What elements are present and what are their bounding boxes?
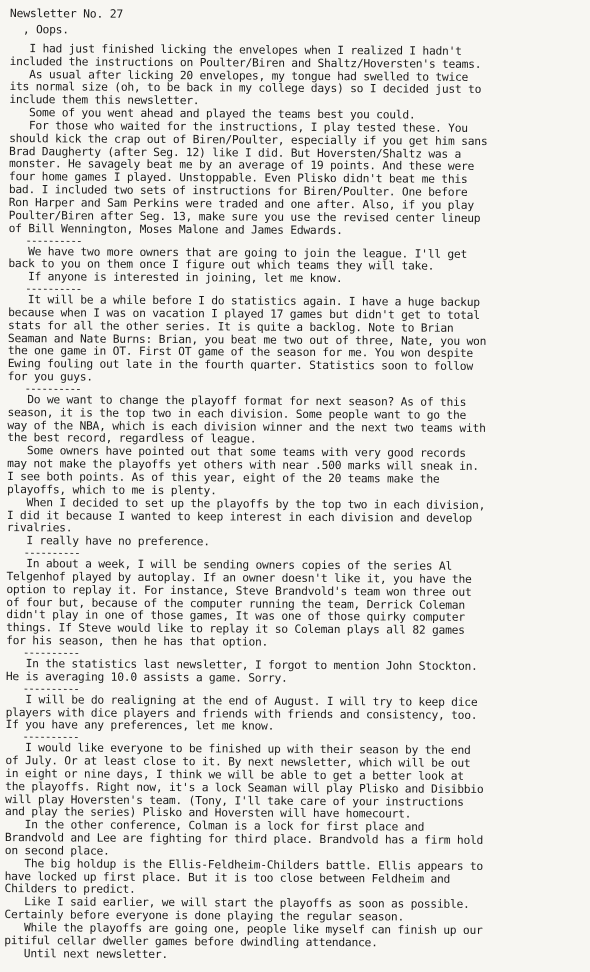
section-divider: ---------- [8,282,82,296]
text-line: monster. He savagely beat me by an average of 19 points. And these were [8,157,475,174]
text-line: for you guys. [7,370,93,384]
text-line: bad. I included two sets of instructions for Biren/Poulter. One before [8,183,468,199]
text-line: Brandvold and Lee are fighting for third place. Brandvold has a firm hold [4,831,484,848]
text-line: and play the series) Plisko and Hoversten will have homecourt. [5,805,412,821]
text-line: Telgenhof played by autoplay. If an owner doesn't like it, you have the [6,569,472,586]
text-line: for his season, then he has that option. [6,634,269,649]
text-line: season, it is the top two in each division. Some people want to go the [7,405,467,422]
text-line: the best record, regardless of league. [7,431,257,447]
text-line: It will be a while before I do statistics again. I have a huge backup [8,293,480,309]
section-divider: ---------- [5,681,79,696]
text-line: In about a week, I will be sending owners copies of the series Al [6,557,453,573]
text-line: Ron Harper and Sam Perkins were traded and one after. Also, if you play [8,196,474,212]
text-line: things. If Steve would like to replay it so Coleman plays all 82 games [6,621,465,638]
text-line: I did it because I wanted to keep interest in each division and develop [6,508,473,525]
text-line: Until next newsletter. [4,946,169,961]
text-line: have locked up first place. But it is too close between Feldheim and [4,869,451,886]
text-line: pitiful cellar dweller games before dwindling attendance. [4,933,378,950]
text-line: Certainly before everyone is done playing the regular season. [4,908,405,924]
section-divider: ---------- [7,381,81,396]
section-divider: ---------- [8,233,82,248]
text-line: While the playoffs are going one, people like myself can finish up our [4,921,483,937]
section-divider: ---------- [5,646,80,660]
text-line: four home games I played. Unstoppable. Even Plisko didn't beat me this [8,170,468,187]
text-line: If you have any preferences, let me know. [5,718,275,734]
text-line: As usual after licking 20 envelopes, my tongue had swelled to twice [9,67,469,84]
text-line: In the statistics last newsletter, I forgot to mention John Stockton. [5,657,478,673]
text-line: will play Hoversten's team. (Tony, I'll take care of your instructions [5,792,464,809]
text-line: playoffs, which to me is plenty. [6,482,217,498]
text-line: option to replay it. For instance, Steve Brandvold's team won three out [6,582,472,599]
text-line: the playoffs. Right now, it's a lock Seaman will play Plisko and Disibbio [5,779,484,796]
text-line: , Oops. [9,23,69,37]
text-line: He is averaging 10.0 assists a game. Sorry. [5,669,288,685]
text-line: of July. Or at least close to it. By next newsletter, which will be out [5,754,471,770]
text-line: Do we want to change the playoff format for next season? As of this [7,392,467,409]
section-divider: ---------- [5,730,79,744]
text-line: players with dice players and friends with friends and consistency, too. [5,705,478,722]
text-line: its normal size (oh, to be back in my college days) so I decided just to [9,80,482,97]
text-line: included the instructions on Poulter/Biren and Shaltz/Hoversten's teams. [9,54,482,71]
text-line: on second place. [4,843,110,858]
newsletter-title: Newsletter No. 27 [9,6,124,21]
text-line: Seaman and Nate Burns: Brian, you beat me two out of three, Nate, you won [7,331,487,348]
text-line: Like I said earlier, we will start the playoffs as soon as possible. [4,895,470,912]
text-line: I really have no preference. [6,534,210,549]
text-line: Some of you went ahead and played the teams best you could. [9,106,416,122]
text-line: We have two more owners that are going to join the league. I'll get [8,244,468,261]
text-line: Brad Daugherty (after Seg. 12) like I did. But Hoversten/Shaltz was a [9,144,462,161]
text-line: Childers to predict. [4,882,136,897]
text-line: For those who waited for the instructions, I play tested these. You [9,118,468,135]
text-line: the one game in OT. First OT game of the season for me. You won despite [7,344,474,361]
text-line: stats for all the other series. It is quite a backlog. Note to Brian [7,318,454,335]
text-line: rivalries. [6,521,73,535]
text-line: In the other conference, Colman is a lock for first place and [4,818,425,834]
text-line: should kick the crap out of Biren/Poulter, especially if you get him sans [9,131,488,148]
text-line: way of the NBA, which is each division winner and the next two teams with [7,418,486,435]
text-line: may not make the playoffs yet others with near .500 marks will sneak in. [7,457,479,474]
text-line: Some owners have pointed out that some teams with very good records [7,444,466,461]
text-line: of four but, because of the computer running the team, Derrick Coleman [6,595,465,612]
text-line: When I decided to set up the playoffs by the top two in each division, [6,495,486,512]
text-line: I see both points. As of this year, eight of the 20 teams make the [7,470,440,486]
text-line: because when I was on vacation I played 17 games but didn't get to total [8,305,480,322]
text-line: include them this newsletter. [9,93,200,108]
text-line: I will be do realigning at the end of August. I will try to keep dice [5,692,478,709]
newsletter-body [4,24,582,964]
text-line: back to you on them once I figure out which teams they will take. [8,257,435,274]
text-line: Ewing fouling out late in the fourth quarter. Statistics soon to follow [7,357,473,374]
text-line: I would like everyone to be finished up with their season by the end [5,741,471,758]
text-line: in eight or nine days, I think we will be able to get a better look at [5,766,464,783]
text-line: didn't play in one of those games, It was one of those quirky computer [6,608,465,625]
text-line: Poulter/Biren after Seg. 13, make sure you use the revised center lineup [8,208,481,225]
text-line: The big holdup is the Ellis-Feldheim-Childers battle. Ellis appears to [4,856,484,873]
section-divider: ---------- [6,546,80,560]
text-line: I had just finished licking the envelopes when I realized I hadn't [9,41,462,58]
text-line: If anyone is interested in joining, let me know. [8,270,343,286]
text-line: of Bill Wennington, Moses Malone and James Edwards. [8,221,343,237]
